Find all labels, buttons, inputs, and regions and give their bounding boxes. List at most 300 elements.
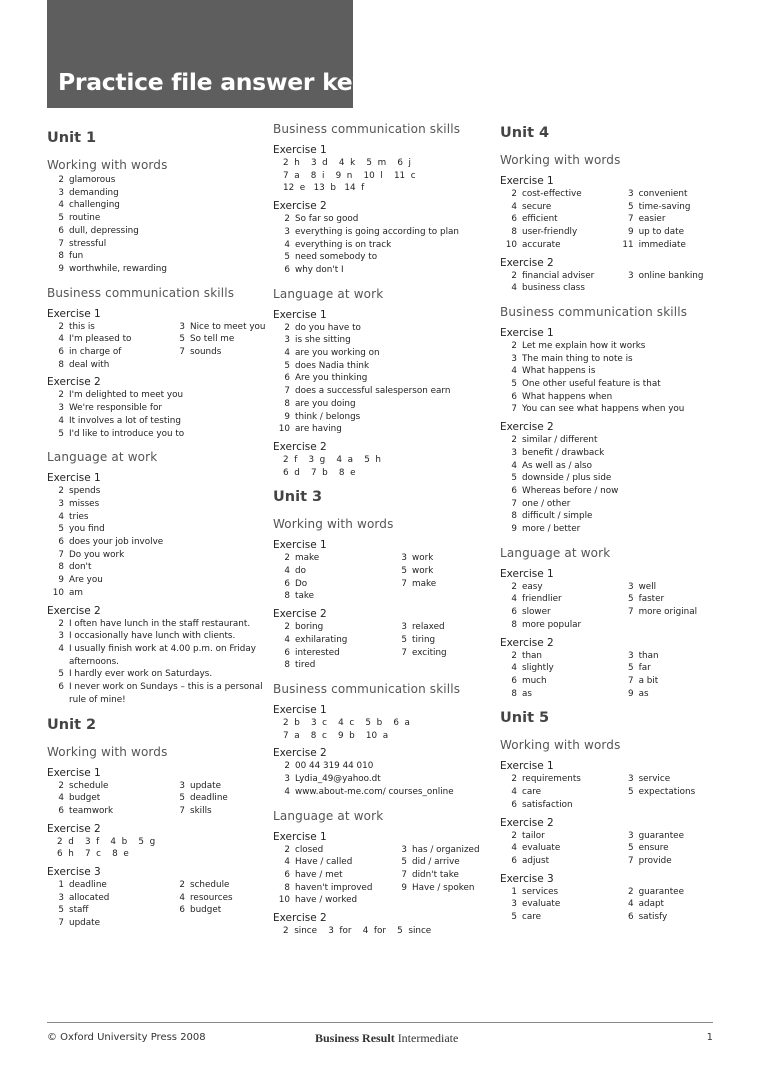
answer-item <box>500 786 617 799</box>
answer-row <box>47 238 267 251</box>
item-number: 9 <box>627 688 634 699</box>
answer-list <box>500 270 720 295</box>
item-number: 7 <box>401 647 407 658</box>
answer-list <box>273 322 498 436</box>
answer-item <box>273 659 390 672</box>
section-heading: Working with words <box>273 517 394 532</box>
unit-heading: Unit 3 <box>273 489 323 506</box>
answer-item <box>273 647 390 660</box>
title-banner <box>47 0 368 108</box>
answer-row <box>273 659 498 672</box>
item-number: 5 <box>179 793 185 804</box>
page-number: 1 <box>706 1032 713 1043</box>
item-answer: cost-effective <box>522 189 582 199</box>
item-number: 9 <box>511 524 517 535</box>
item-number: 4 <box>284 857 290 868</box>
item-answer: Nice to meet you <box>190 321 266 332</box>
item-number: 2 <box>58 321 64 332</box>
item-number: 5 <box>511 473 517 484</box>
item-number: 8 <box>58 359 64 370</box>
item-number: 7 <box>627 855 634 866</box>
item-answer: I hardly ever work on Saturdays. <box>69 669 213 680</box>
item-answer: efficient <box>522 214 558 225</box>
item-answer: up to date <box>638 227 685 238</box>
answer-item <box>273 251 498 264</box>
exercise-heading: Exercise 2 <box>47 822 101 835</box>
item-answer: relaxed <box>412 622 445 633</box>
answer-item <box>617 662 720 675</box>
item-number: 6 <box>58 805 64 816</box>
answer-row <box>47 668 267 681</box>
answer-row <box>47 250 267 263</box>
answer-row <box>273 334 498 347</box>
item-number: 3 <box>58 403 64 414</box>
item-answer: than <box>638 650 659 661</box>
answer-row <box>500 593 720 606</box>
answer-item <box>47 511 267 524</box>
item-answer: easier <box>638 214 666 225</box>
item-answer: What happens is <box>522 366 596 377</box>
answer-item <box>617 898 720 911</box>
answer-item <box>273 239 498 252</box>
item-number: 2 <box>284 214 290 225</box>
item-number: 5 <box>627 787 634 798</box>
exercise-heading: Exercise 1 <box>500 326 554 339</box>
item-number: 3 <box>627 581 634 592</box>
answer-item <box>47 523 267 536</box>
item-answer: work <box>412 553 434 564</box>
item-number: 7 <box>58 549 64 560</box>
item-answer: I never work on Sundays – this is a personal rule of mine! <box>69 682 263 705</box>
answer-item <box>47 238 267 251</box>
answer-item <box>47 485 267 498</box>
answer-row <box>500 842 720 855</box>
answer-row <box>500 365 720 378</box>
item-number: 6 <box>179 905 185 916</box>
answer-item <box>273 385 498 398</box>
answer-item <box>47 415 267 428</box>
answer-item <box>500 447 720 460</box>
item-answer: So far so good <box>295 214 359 225</box>
item-answer: budget <box>190 905 222 916</box>
item-answer: do you have to <box>295 322 361 333</box>
answer-row <box>273 251 498 264</box>
item-number: 8 <box>284 398 290 409</box>
unit-heading: Unit 2 <box>47 716 97 733</box>
answer-item <box>47 574 267 587</box>
answer-item <box>617 886 720 899</box>
answer-row <box>47 523 267 536</box>
item-number: 3 <box>627 830 634 841</box>
item-answer: immediate <box>638 239 686 250</box>
item-number: 6 <box>511 214 517 225</box>
exercise-heading: Exercise 2 <box>500 636 554 649</box>
unit-heading: Unit 1 <box>47 130 97 146</box>
answer-item <box>617 842 720 855</box>
answer-row <box>273 869 498 882</box>
answer-item <box>47 263 267 276</box>
item-answer: much <box>522 675 547 686</box>
item-answer: slightly <box>522 663 554 674</box>
item-answer: Are you thinking <box>295 373 368 384</box>
answer-item <box>47 792 168 805</box>
item-number: 7 <box>627 607 634 618</box>
item-number: 9 <box>627 227 634 238</box>
item-answer: don't <box>69 562 92 573</box>
answer-row <box>500 688 720 701</box>
answer-item <box>168 321 267 334</box>
exercise-heading: Exercise 1 <box>500 567 554 580</box>
answer-row <box>47 618 267 631</box>
answer-row <box>273 565 498 578</box>
item-answer: need somebody to <box>295 252 378 263</box>
answer-item <box>47 668 267 681</box>
item-number: 2 <box>284 553 290 564</box>
answer-item <box>390 565 498 578</box>
item-number: 3 <box>58 498 64 509</box>
item-number: 5 <box>179 334 185 345</box>
answer-list <box>500 830 720 868</box>
item-number: 2 <box>511 774 517 785</box>
answer-item <box>500 593 617 606</box>
item-answer: boring <box>295 622 324 633</box>
answer-row <box>273 786 498 799</box>
answer-item <box>47 587 267 600</box>
answer-item <box>500 886 617 899</box>
answer-item <box>390 634 498 647</box>
item-number: 5 <box>627 201 634 212</box>
answer-item <box>273 760 498 773</box>
answer-line: 2 f 3 g 4 a 5 h <box>283 454 381 465</box>
item-number: 4 <box>284 786 290 797</box>
exercise-heading: Exercise 2 <box>273 747 327 760</box>
answer-row <box>273 647 498 660</box>
answer-row <box>47 780 267 793</box>
item-answer: you find <box>69 524 105 535</box>
item-answer: accurate <box>522 239 561 250</box>
item-answer: sounds <box>190 347 222 358</box>
item-number: 2 <box>511 830 517 841</box>
item-answer: has / organized <box>412 844 480 855</box>
item-number: 6 <box>511 485 517 496</box>
answer-row <box>500 886 720 899</box>
item-answer: business class <box>522 283 585 294</box>
item-answer: schedule <box>69 780 109 791</box>
item-answer: update <box>69 918 100 929</box>
answer-row <box>273 385 498 398</box>
item-number: 7 <box>511 404 517 415</box>
item-answer: It involves a lot of testing <box>69 415 181 426</box>
item-answer: did / arrive <box>412 857 460 868</box>
answer-item <box>47 904 168 917</box>
item-number: 4 <box>179 892 185 903</box>
answer-list <box>47 879 267 930</box>
answer-row <box>273 882 498 895</box>
item-number: 3 <box>284 774 290 785</box>
answer-item <box>500 282 617 295</box>
answer-list <box>500 340 720 416</box>
item-number: 3 <box>179 321 185 332</box>
answer-item <box>273 844 390 857</box>
item-answer: difficult / simple <box>522 511 593 522</box>
answer-row <box>47 549 267 562</box>
item-answer: slower <box>522 607 551 618</box>
item-number: 6 <box>58 682 64 693</box>
answer-row <box>500 830 720 843</box>
answer-row <box>500 786 720 799</box>
answer-row <box>500 447 720 460</box>
item-answer: As well as / also <box>522 460 593 471</box>
answer-item <box>500 472 720 485</box>
section-heading: Language at work <box>47 450 158 465</box>
section-heading: Business communication skills <box>47 285 235 300</box>
answer-row <box>47 212 267 225</box>
answer-item <box>273 398 498 411</box>
answer-row <box>47 879 267 892</box>
answer-item <box>273 786 498 799</box>
unit-heading: Unit 5 <box>500 710 550 727</box>
answer-row <box>500 340 720 353</box>
answer-row <box>47 402 267 415</box>
answer-item <box>390 621 498 634</box>
item-number: 2 <box>511 270 517 281</box>
answer-item <box>273 347 498 360</box>
answer-item <box>273 411 498 424</box>
answer-row <box>500 391 720 404</box>
item-number: 7 <box>511 498 517 509</box>
answer-row <box>273 552 498 565</box>
answer-row <box>273 264 498 277</box>
book-title <box>315 1031 458 1046</box>
item-number: 7 <box>401 869 407 880</box>
answer-item <box>500 213 617 226</box>
answer-row <box>273 322 498 335</box>
item-number: 5 <box>401 857 407 868</box>
item-answer: misses <box>69 498 100 509</box>
item-answer: So tell me <box>190 334 235 345</box>
item-number: 9 <box>58 263 64 274</box>
item-number: 4 <box>284 634 290 645</box>
item-answer: guarantee <box>638 886 684 897</box>
answer-item <box>390 552 498 565</box>
item-number: 3 <box>627 270 634 281</box>
answer-item <box>47 225 267 238</box>
item-answer: a bit <box>638 675 659 686</box>
item-answer: I often have lunch in the staff restaurant. <box>69 618 251 629</box>
answer-row <box>47 389 267 402</box>
answer-row <box>273 423 498 436</box>
item-answer: services <box>522 886 559 897</box>
answer-item <box>47 389 267 402</box>
answer-row <box>500 773 720 786</box>
answer-item <box>47 174 267 187</box>
answer-item <box>47 681 267 706</box>
item-answer: I'm pleased to <box>69 334 132 345</box>
item-answer: tailor <box>522 830 545 841</box>
exercise-heading: Exercise 1 <box>500 175 554 187</box>
answer-item <box>168 805 267 818</box>
answer-row <box>273 398 498 411</box>
item-number: 10 <box>278 424 290 435</box>
item-number: 8 <box>58 562 64 573</box>
section-heading: Working with words <box>500 153 621 167</box>
item-number: 7 <box>284 386 290 397</box>
answer-item <box>168 792 267 805</box>
answer-item <box>168 780 267 793</box>
item-answer: take <box>295 591 315 602</box>
item-number: 4 <box>58 511 64 522</box>
answer-item <box>390 882 498 895</box>
answer-row <box>47 792 267 805</box>
answer-item <box>47 643 267 668</box>
section-heading: Language at work <box>273 808 384 823</box>
item-answer: challenging <box>69 200 120 211</box>
item-number: 10 <box>52 587 64 598</box>
answer-item <box>617 188 720 201</box>
item-number: 8 <box>58 251 64 262</box>
answer-row <box>273 760 498 773</box>
item-answer: What happens when <box>522 391 613 402</box>
answer-item <box>500 662 617 675</box>
item-answer: teamwork <box>69 805 114 816</box>
item-number: 5 <box>284 360 290 371</box>
answer-item <box>500 523 720 536</box>
answer-item <box>47 346 168 359</box>
answer-item <box>500 650 617 663</box>
answer-item <box>47 250 267 263</box>
answer-item <box>273 621 390 634</box>
answer-line: 2 since 3 for 4 for 5 since <box>283 926 432 937</box>
item-answer: I occasionally have lunch with clients. <box>69 631 236 642</box>
answer-row <box>47 904 267 917</box>
answer-item <box>168 892 267 905</box>
item-number: 3 <box>401 622 407 633</box>
item-answer: user-friendly <box>522 227 578 238</box>
item-answer: update <box>190 780 221 791</box>
answer-item <box>47 199 267 212</box>
exercise-heading: Exercise 2 <box>47 604 101 617</box>
answer-list <box>47 618 267 707</box>
item-number: 10 <box>278 895 290 906</box>
answer-row <box>47 485 267 498</box>
answer-row <box>500 353 720 366</box>
item-number: 8 <box>284 660 290 671</box>
answer-row <box>273 856 498 869</box>
item-number: 6 <box>284 647 290 658</box>
answer-row <box>47 536 267 549</box>
item-answer: Lydia_49@yahoo.dt <box>295 774 381 785</box>
item-number: 2 <box>511 650 517 661</box>
answer-item <box>273 882 390 895</box>
item-number: 2 <box>284 322 290 333</box>
item-number: 4 <box>511 283 517 294</box>
item-number: 10 <box>505 239 517 250</box>
item-answer: are you doing <box>295 398 356 409</box>
item-number: 7 <box>58 238 64 249</box>
answer-row <box>500 510 720 523</box>
answer-item <box>617 593 720 606</box>
answer-row <box>47 917 267 930</box>
item-answer: are having <box>295 424 342 435</box>
answer-row <box>500 188 720 201</box>
answer-row <box>47 498 267 511</box>
item-answer: schedule <box>190 880 230 891</box>
answer-row <box>273 894 498 907</box>
section-heading: Language at work <box>500 545 611 560</box>
answer-list <box>47 321 267 372</box>
copyright-text: © Oxford University Press 2008 <box>47 1032 206 1043</box>
answer-item <box>500 403 720 416</box>
answer-line: 7 a 8 c 9 b 10 a <box>283 730 389 741</box>
answer-item <box>390 578 498 591</box>
item-answer: online banking <box>638 270 704 281</box>
item-answer: Let me explain how it works <box>522 340 646 351</box>
answer-row <box>47 199 267 212</box>
exercise-heading: Exercise 1 <box>47 307 101 320</box>
answer-row <box>500 282 720 295</box>
column-3 <box>500 120 720 924</box>
answer-list <box>273 760 498 798</box>
item-answer: We're responsible for <box>69 403 162 414</box>
item-answer: adapt <box>638 899 664 910</box>
answer-line: 2 b 3 c 4 c 5 b 6 a <box>283 717 410 728</box>
answer-list <box>47 485 267 599</box>
answer-list <box>47 174 267 276</box>
item-number: 6 <box>511 607 517 618</box>
answer-row <box>500 378 720 391</box>
answer-item <box>273 590 390 603</box>
item-answer: well <box>638 581 657 592</box>
item-number: 6 <box>284 869 290 880</box>
section-heading: Business communication skills <box>273 681 461 696</box>
answer-item <box>617 675 720 688</box>
answer-row <box>500 239 720 252</box>
answer-line: 2 d 3 f 4 b 5 g <box>57 836 156 847</box>
item-answer: ensure <box>638 843 669 854</box>
item-number: 5 <box>627 663 634 674</box>
answer-item <box>273 634 390 647</box>
item-answer: budget <box>69 793 101 804</box>
answer-item <box>500 340 720 353</box>
item-answer: faster <box>638 594 665 605</box>
answer-item <box>47 805 168 818</box>
answer-row <box>47 333 267 346</box>
item-number: 3 <box>627 650 634 661</box>
exercise-heading: Exercise 1 <box>47 766 101 779</box>
item-number: 4 <box>58 643 64 654</box>
answer-item <box>500 773 617 786</box>
answer-row <box>273 844 498 857</box>
unit-heading: Unit 4 <box>500 125 550 141</box>
item-answer: Are you <box>69 575 103 586</box>
exercise-heading: Exercise 2 <box>273 608 327 621</box>
item-number: 6 <box>284 373 290 384</box>
answer-item <box>500 799 617 812</box>
item-number: 11 <box>622 239 634 250</box>
answer-item <box>617 911 720 924</box>
answer-item <box>47 333 168 346</box>
item-answer: I'd like to introduce you to <box>69 428 185 439</box>
item-answer: skills <box>190 805 212 816</box>
answer-item <box>273 856 390 869</box>
item-answer: benefit / drawback <box>522 447 605 458</box>
item-answer: in charge of <box>69 347 122 358</box>
answer-item <box>273 869 390 882</box>
exercise-heading: Exercise 1 <box>500 760 554 773</box>
item-number: 7 <box>58 918 64 929</box>
answer-row <box>47 428 267 441</box>
item-number: 7 <box>401 578 407 589</box>
